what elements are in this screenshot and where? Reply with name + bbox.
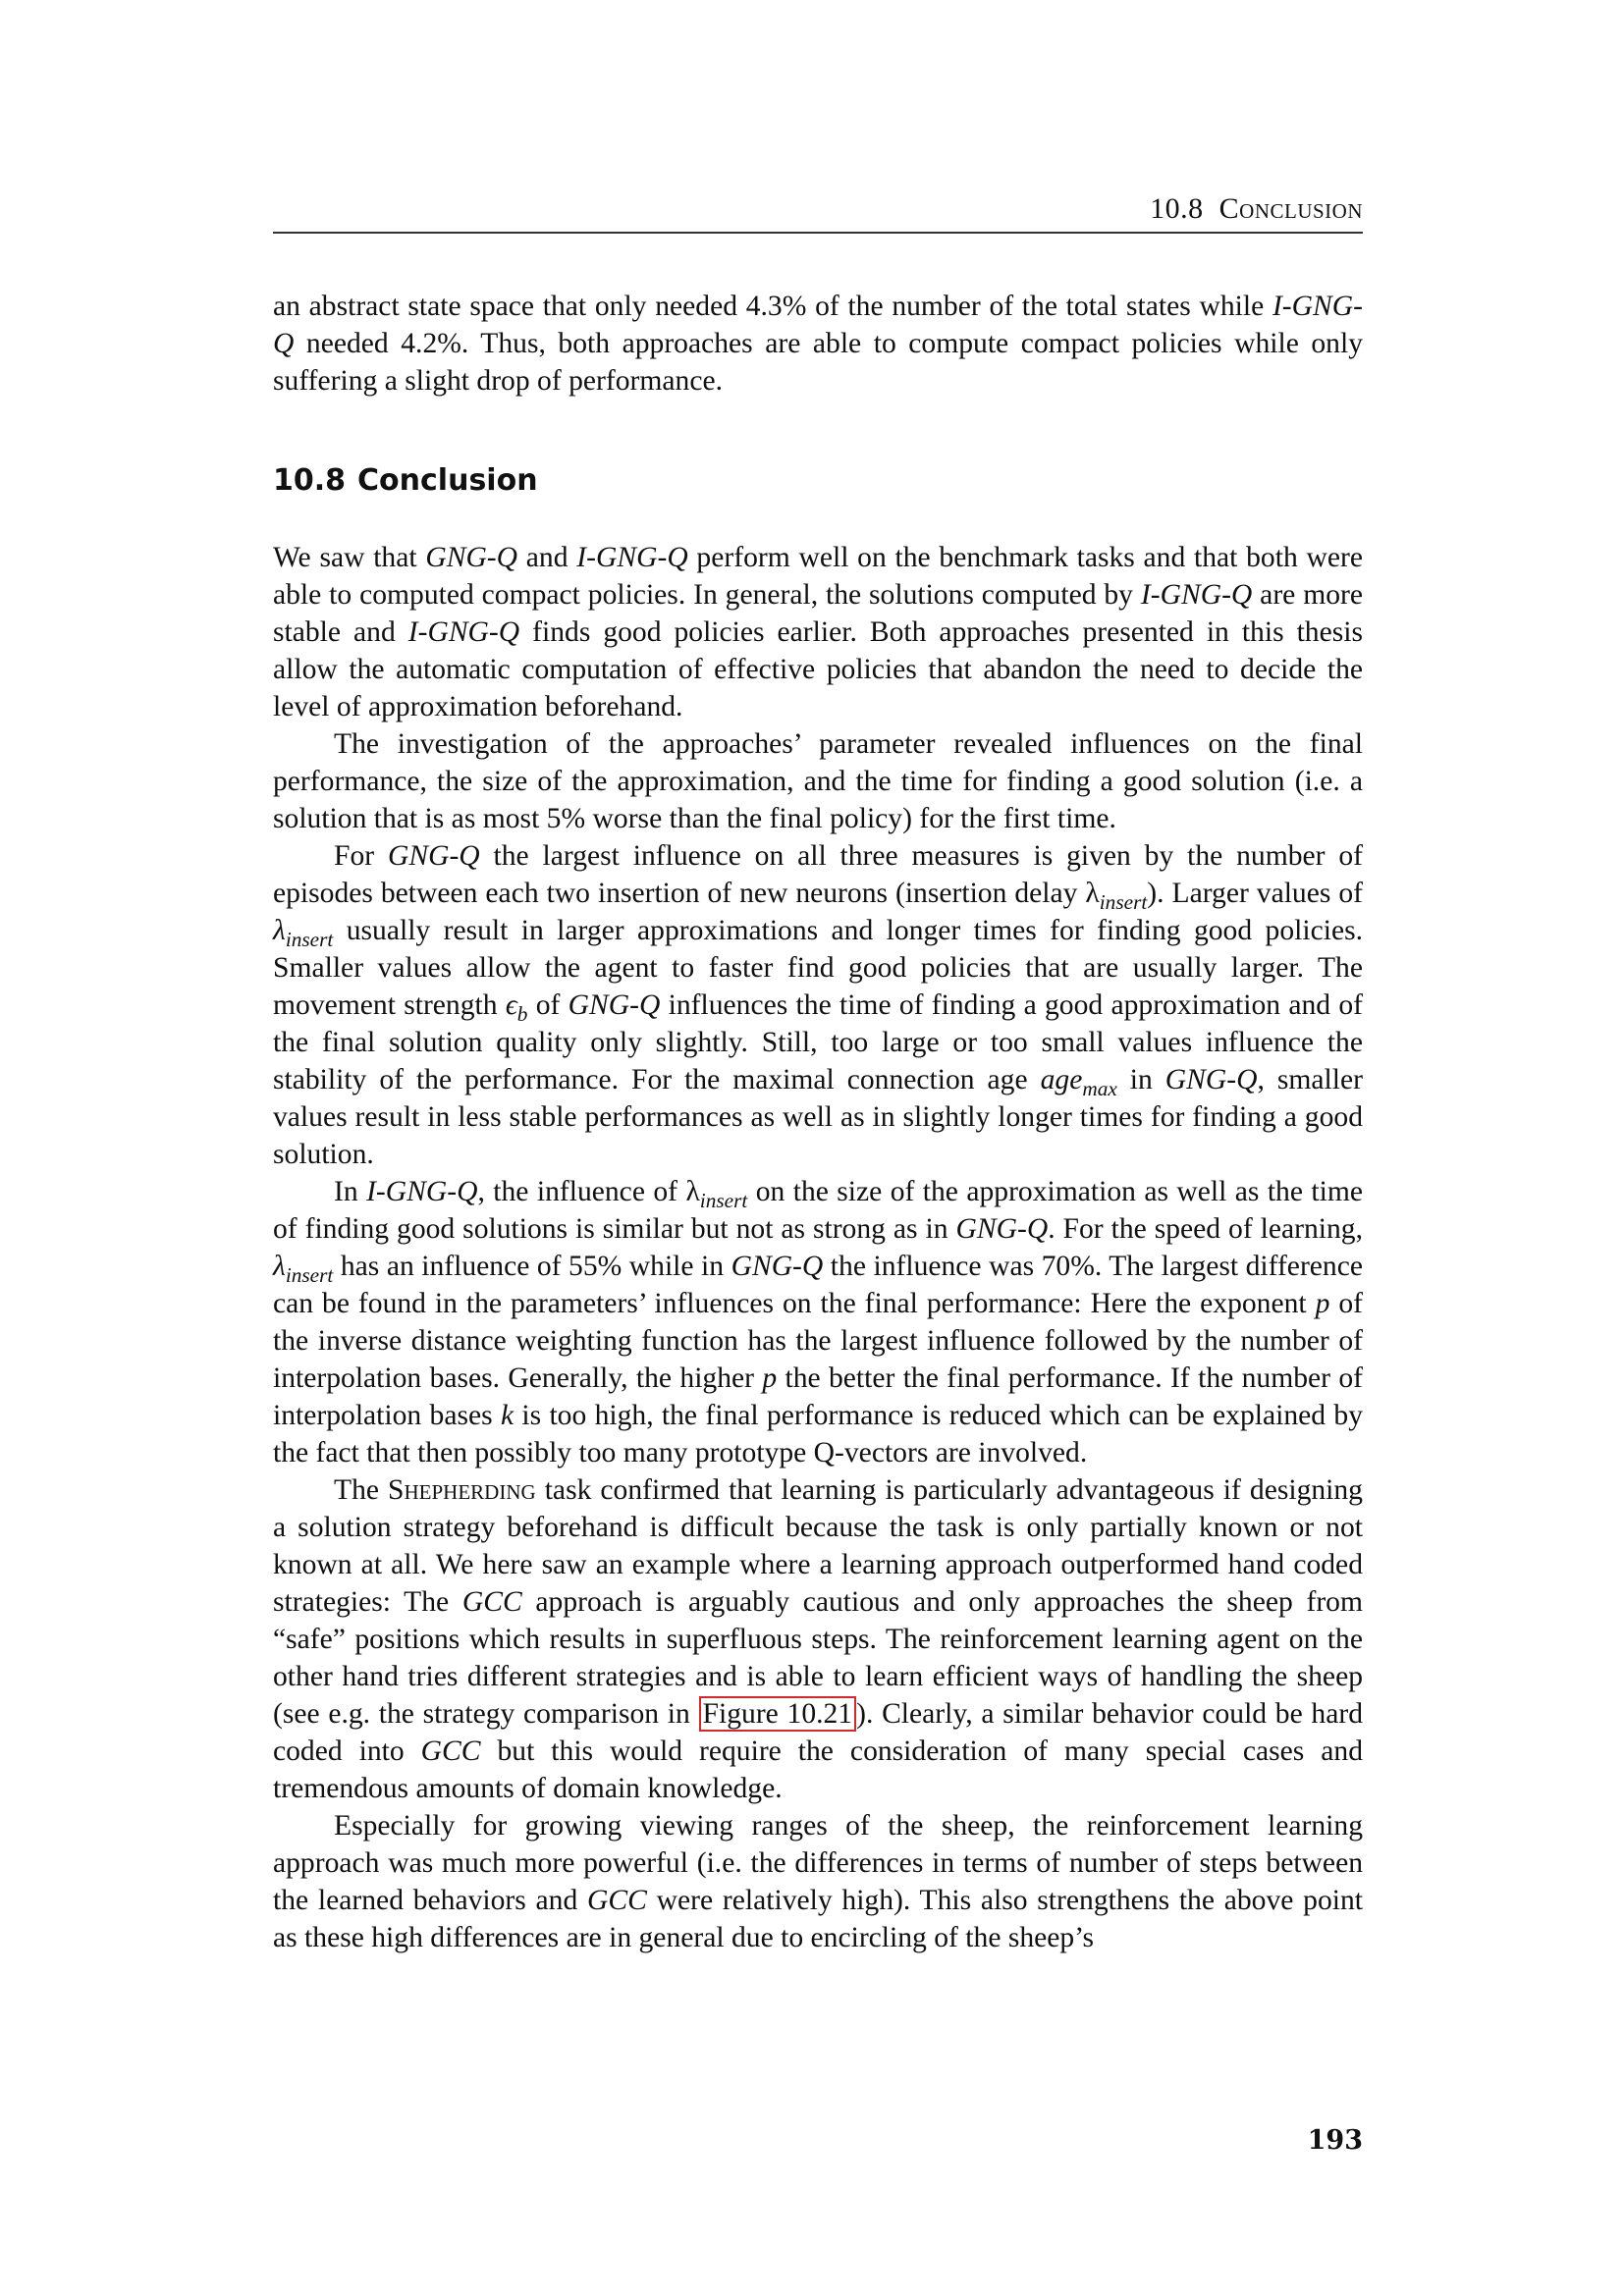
math-lambda-insert: $\lambda_{insert}$	[1085, 878, 1148, 914]
paragraph-5: The Shepherding task confirmed that learning is particularly advantageous if designing a solution strategy beforehand is difficult because the task is only partially known or not known at all. We here saw an example where a learning approach outperformed hand coded strategies: The GCC approach is arguably cautious and only approaches the sheep from “safe” positions which results in superfluous steps. The reinforcement learning agent on the other hand tries different strategies and is able to learn efficient ways of handling the sheep (see e.g. the strategy comparison in Figure 10.21 ). Clearly, a similar behavior could be hard coded into GCC but this would require the consideration of many special cases and tremendous amounts of domain knowledge.	[273, 1474, 1364, 1804]
math-lambda-insert: $\lambda_{insert}$	[685, 1176, 748, 1212]
section-heading	[273, 462, 1363, 500]
math-age-max: age$_{max}$	[1040, 1064, 1117, 1100]
page-number: 193	[1307, 2125, 1363, 2156]
math-p: p	[762, 1362, 778, 1394]
paragraph-2: The investigation of the approaches’ parameter revealed influences on the final performance, the size of the approximation, and the time for finding a good solution (i.e. a solution that is as most 5% worse than the final policy) for the first time.	[273, 728, 1363, 834]
paragraph-4: In I-GNG-Q, the influence of $\lambda_{insert}$ on the size of the approximation as well as the time of finding good solutions is similar but not as strong as in GNG-Q. For the speed of learning, $\lambda_{insert}$ has an influence of 55% while in GNG-Q the influence was 70%. The largest difference can be found in the parameters’ influences on the final performance: Here the exponent p of the inverse distance weighting function has the largest influence followed by the number of interpolation bases. Generally, the higher p the better the final performance. If the number of interpolation bases k is too high, the final performance is reduced which can be explained by the fact that then possibly too many prototype Q-vectors are involved.	[273, 1176, 1364, 1468]
intro-paragraph: an abstract state space that only needed 4.3% of the number of the total states while I-GNG-Q needed 4.2%. Thus, both approaches are able to compute compact policies while only suffering a slight drop of performance.	[273, 291, 1363, 397]
figure-reference-link[interactable]: Figure 10.21	[699, 1696, 857, 1732]
page-body	[273, 288, 1363, 1956]
paragraph-1: We saw that GNG-Q and I-GNG-Q perform well on the benchmark tasks and that both were able to computed compact policies. In general, the solutions computed by I-GNG-Q are more stable and I-GNG-Q finds good policies earlier. Both approaches presented in this thesis allow the automatic computation of effective policies that abandon the need to decide the level of approximation beforehand.	[273, 542, 1363, 722]
math-p: p	[1315, 1288, 1330, 1319]
math-epsilon-b: $\epsilon_b$	[505, 989, 528, 1026]
math-lambda-insert: $\lambda_{insert}$	[273, 1251, 334, 1287]
paragraph-6: Especially for growing viewing ranges of the sheep, the reinforcement learning approach was much more powerful (i.e. the differences in terms of number of steps between the learned behaviors and GCC were relatively high). This also strengthens the above point as these high differences are in general due to encircling of the sheep’s	[273, 1810, 1363, 1953]
running-head-text	[1150, 192, 1363, 226]
running-head	[273, 192, 1363, 234]
running-head-section-number: 10.8	[1150, 192, 1204, 225]
section-heading-title: Conclusion	[357, 463, 538, 498]
running-head-section-title: Conclusion	[1218, 192, 1363, 225]
math-lambda-insert: $\lambda_{insert}$	[273, 915, 334, 951]
task-name-shepherding: Shepherding	[388, 1474, 536, 1506]
math-k: k	[500, 1400, 514, 1431]
section-heading-number: 10.8	[273, 463, 347, 498]
paragraph-3: For GNG-Q the largest influence on all three measures is given by the number of episodes between each two insertion of new neurons (insertion delay $\lambda_{insert}$). Larger values of $\lambda_{insert}$ usually result in larger approximations and longer times for finding good policies. Smaller values allow the agent to faster find good policies that are usually larger. The movement strength $\epsilon_b$ of GNG-Q influences the time of finding a good approximation and of the final solution quality only slightly. Still, too large or too small values influence the stability of the performance. For the maximal connection age age$_{max}$ in GNG-Q, smaller values result in less stable performances as well as in slightly longer times for finding a good solution.	[273, 840, 1364, 1170]
